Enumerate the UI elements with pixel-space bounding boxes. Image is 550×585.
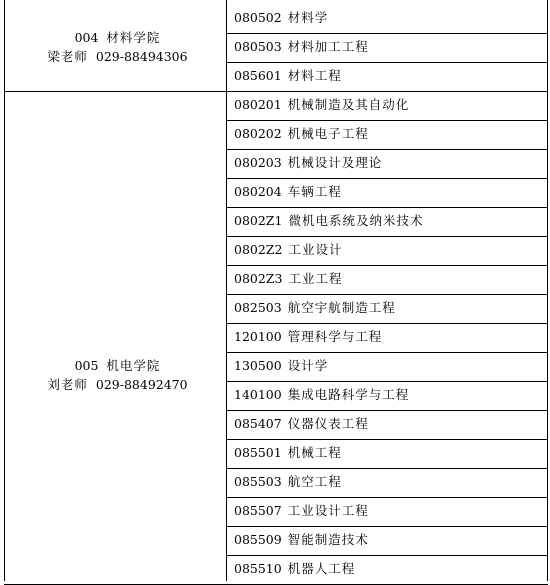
table-row bbox=[234, 410, 369, 438]
major-code: 130500 bbox=[234, 358, 282, 373]
major-name: 机械电子工程 bbox=[287, 126, 369, 141]
major-name: 工业设计 bbox=[288, 242, 343, 257]
major-code: 085503 bbox=[234, 474, 282, 489]
table-row bbox=[234, 207, 423, 235]
table-row bbox=[234, 468, 342, 496]
major-name: 机械设计及理论 bbox=[287, 155, 383, 170]
major-name: 机械制造及其自动化 bbox=[287, 97, 410, 112]
major-code: 080204 bbox=[234, 184, 282, 199]
table-row bbox=[234, 555, 355, 583]
major-name: 材料加工工程 bbox=[287, 39, 369, 54]
college-title: 004 材料学院 bbox=[74, 30, 161, 45]
major-name: 智能制造技术 bbox=[287, 532, 369, 547]
major-name: 航空宇航制造工程 bbox=[287, 300, 396, 315]
major-code: 120100 bbox=[234, 329, 282, 344]
column-divider bbox=[226, 0, 227, 581]
table-row bbox=[234, 91, 409, 119]
table-row bbox=[234, 497, 369, 525]
table-row bbox=[234, 439, 342, 467]
table-row bbox=[234, 265, 342, 293]
table-border-left bbox=[4, 0, 5, 581]
major-code: 0802Z1 bbox=[234, 213, 283, 228]
major-name: 微机电系统及纳米技术 bbox=[288, 213, 424, 228]
major-code: 080202 bbox=[234, 126, 282, 141]
table-row bbox=[234, 294, 396, 322]
college-title: 005 机电学院 bbox=[74, 358, 161, 373]
major-name: 管理科学与工程 bbox=[287, 329, 383, 344]
major-code: 0802Z3 bbox=[234, 271, 283, 286]
major-code: 085507 bbox=[234, 503, 282, 518]
table-row bbox=[234, 236, 342, 264]
table-row bbox=[234, 62, 342, 90]
table-row bbox=[234, 352, 328, 380]
major-code: 0802Z2 bbox=[234, 242, 283, 257]
college-contact: 刘老师 029-88492470 bbox=[47, 377, 188, 392]
college-cell-004 bbox=[9, 28, 226, 66]
table-row bbox=[234, 178, 342, 206]
major-code: 085501 bbox=[234, 445, 282, 460]
major-code: 080502 bbox=[234, 10, 282, 25]
major-code: 085601 bbox=[234, 68, 282, 83]
major-name: 仪器仪表工程 bbox=[287, 416, 369, 431]
major-name: 工业工程 bbox=[288, 271, 343, 286]
table-row bbox=[234, 120, 369, 148]
major-code: 085407 bbox=[234, 416, 282, 431]
major-code: 140100 bbox=[234, 387, 282, 402]
table-row bbox=[234, 4, 328, 32]
major-name: 集成电路科学与工程 bbox=[287, 387, 410, 402]
major-code: 085510 bbox=[234, 561, 282, 576]
table-border-right bbox=[547, 0, 548, 581]
major-code: 080203 bbox=[234, 155, 282, 170]
major-code: 080503 bbox=[234, 39, 282, 54]
college-major-table bbox=[4, 0, 548, 581]
college-contact: 梁老师 029-88494306 bbox=[47, 49, 188, 64]
table-row bbox=[234, 33, 369, 61]
table-row bbox=[234, 381, 409, 409]
table-row bbox=[234, 323, 382, 351]
college-cell-005 bbox=[9, 356, 226, 394]
major-name: 航空工程 bbox=[287, 474, 342, 489]
major-name: 材料学 bbox=[287, 10, 329, 25]
major-name: 设计学 bbox=[287, 358, 329, 373]
major-name: 机器人工程 bbox=[287, 561, 356, 576]
major-name: 机械工程 bbox=[287, 445, 342, 460]
major-name: 工业设计工程 bbox=[287, 503, 369, 518]
table-row bbox=[234, 526, 369, 554]
major-name: 车辆工程 bbox=[287, 184, 342, 199]
table-row bbox=[234, 149, 382, 177]
major-code: 080201 bbox=[234, 97, 282, 112]
major-code: 085509 bbox=[234, 532, 282, 547]
major-code: 082503 bbox=[234, 300, 282, 315]
major-name: 材料工程 bbox=[287, 68, 342, 83]
